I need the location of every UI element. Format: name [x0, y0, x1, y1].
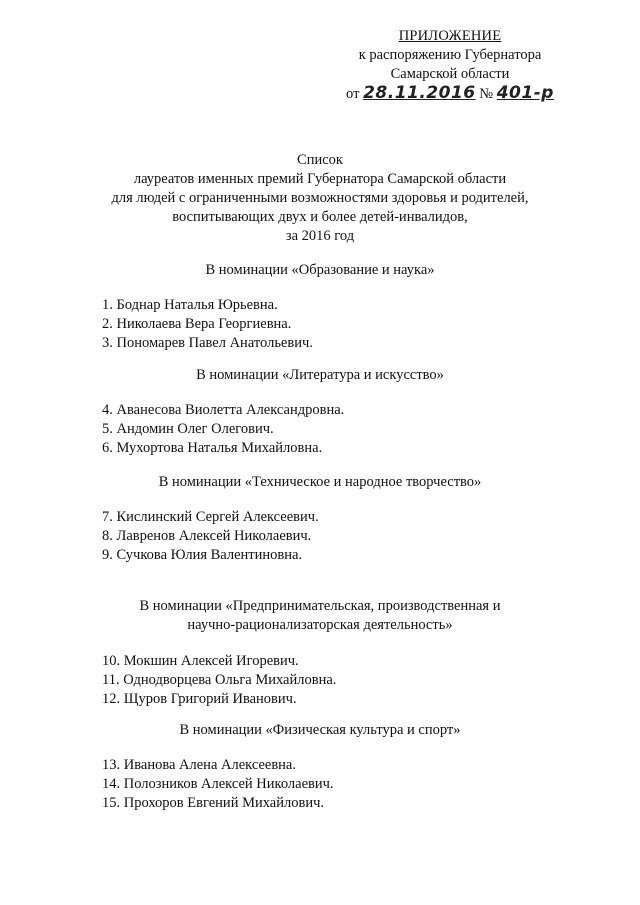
- section-list-1: [102, 296, 313, 353]
- section-heading-4-line-2: научно-рационализаторская деятельность»: [187, 617, 453, 633]
- title-line-4: воспитывающих двух и более детей-инвалидов,: [172, 209, 468, 225]
- title-line-2: лауреатов именных премий Губернатора Самарской области: [133, 171, 507, 187]
- date-handwritten: 28.11.2016: [363, 83, 476, 103]
- list-item: 5. Андомин Олег Олегович.: [102, 421, 274, 437]
- appendix-header: [300, 27, 600, 104]
- list-item: 6. Мухортова Наталья Михайловна.: [102, 440, 323, 456]
- appendix-subtitle: к распоряжению Губернатора: [358, 47, 542, 63]
- list-item: 9. Сучкова Юлия Валентиновна.: [102, 547, 303, 563]
- number-sign: №: [479, 86, 494, 102]
- section-list-5: [102, 756, 334, 813]
- list-item: 14. Полозников Алексей Николаевич.: [102, 776, 334, 792]
- section-heading-2: В номинации «Литература и искусство»: [196, 367, 444, 383]
- section-heading-4: [0, 597, 640, 635]
- appendix-date-line: [300, 84, 600, 104]
- list-item: 10. Мокшин Алексей Игоревич.: [102, 653, 299, 669]
- document-title: [0, 151, 640, 246]
- section-list-2: [102, 401, 344, 458]
- list-item: 12. Щуров Григорий Иванович.: [102, 691, 297, 707]
- title-line-3: для людей с ограниченными возможностями здоровья и родителей,: [111, 190, 529, 206]
- title-line-5: за 2016 год: [285, 228, 355, 244]
- list-item: 1. Боднар Наталья Юрьевна.: [102, 297, 278, 313]
- section-heading-3: В номинации «Техническое и народное творчество»: [158, 474, 482, 490]
- section-heading-5: В номинации «Физическая культура и спорт»: [179, 722, 461, 738]
- number-handwritten: 401-р: [496, 83, 554, 103]
- section-heading-4-line-1: В номинации «Предпринимательская, производственная и: [139, 598, 501, 614]
- list-item: 2. Николаева Вера Георгиевна.: [102, 316, 292, 332]
- section-list-4: [102, 652, 336, 709]
- date-prefix: от: [346, 86, 360, 102]
- list-item: 3. Пономарев Павел Анатольевич.: [102, 335, 313, 351]
- section-heading-1: В номинации «Образование и наука»: [205, 262, 435, 278]
- list-item: 4. Аванесова Виолетта Александровна.: [102, 402, 345, 418]
- appendix-region: Самарской области: [390, 66, 510, 82]
- appendix-title: ПРИЛОЖЕНИЕ: [398, 28, 502, 44]
- section-list-3: [102, 508, 319, 565]
- list-item: 8. Лавренов Алексей Николаевич.: [102, 528, 312, 544]
- list-item: 7. Кислинский Сергей Алексеевич.: [102, 509, 319, 525]
- list-item: 15. Прохоров Евгений Михайлович.: [102, 795, 324, 811]
- list-item: 13. Иванова Алена Алексеевна.: [102, 757, 296, 773]
- title-line-1: Список: [297, 152, 343, 168]
- list-item: 11. Однодворцева Ольга Михайловна.: [102, 672, 337, 688]
